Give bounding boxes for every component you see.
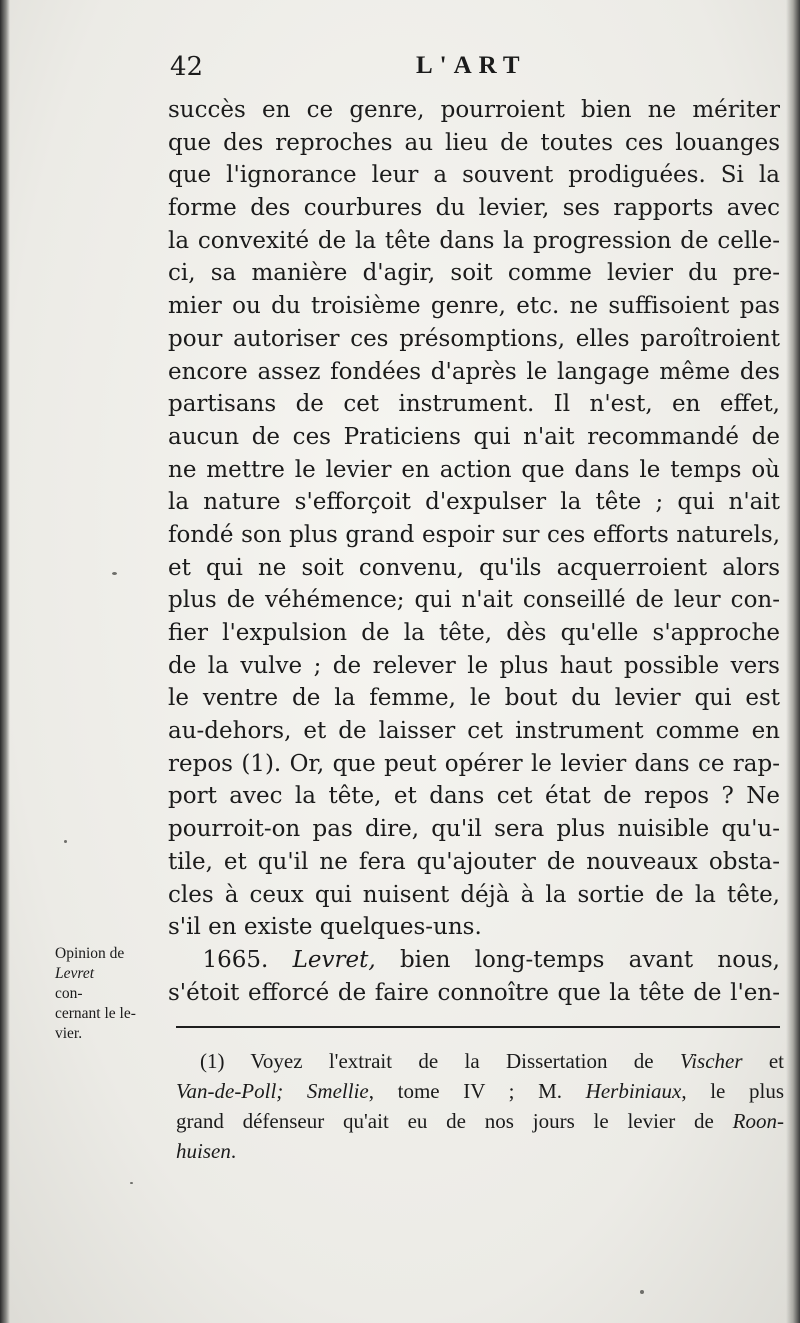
footnote-name: huisen [176,1139,231,1163]
footnote-name: Roon- [732,1109,784,1133]
body-line: mier ou du troisième genre, etc. ne suffisoient pas [168,293,780,320]
margin-note-line: Opinion de [55,945,125,962]
body-line: plus de véhémence; qui n'ait conseillé de leur con- [168,587,780,614]
body-line: port avec la tête, et dans cet état de repos ? Ne [168,783,780,810]
body-line: de la vulve ; de relever le plus haut possible vers [168,652,780,679]
body-line: cles à ceux qui nuisent déjà à la sortie de la tête, [168,881,780,908]
footnote-text: grand défenseur qu'ait eu de nos jours le levier de [176,1109,733,1133]
page-edge-left [0,0,10,1323]
footnote-line [176,1106,784,1136]
body-line: ne mettre le levier en action que dans le temps où [168,456,780,483]
running-head: L'ART [416,52,527,79]
margin-note-line: vier. [55,1025,83,1042]
footnote-line [176,1076,784,1106]
body-line: succès en ce genre, pourroient bien ne mériter [168,97,780,123]
body-line: ci, sa manière d'agir, soit comme levier du pre- [168,260,780,287]
section-second-line: s'étoit efforcé de faire connoître que la tête de l'en- [168,979,780,1006]
margin-note-text: con- [55,985,83,1002]
footnote-text: . [230,1139,237,1163]
margin-note-author: Levret [55,965,95,982]
body-line: le ventre de la femme, le bout du levier qui est [168,685,780,712]
body-line: forme des courbures du levier, ses rapports avec [168,195,780,222]
paper-speck [112,572,117,575]
footnote [176,1046,784,1166]
footnote-marker: (1) [200,1049,225,1073]
body-line: fondé son plus grand espoir sur ces efforts naturels, [168,521,780,548]
footnote-text: et [742,1049,784,1073]
footnote-text: , le plus [681,1079,784,1103]
body-text [168,94,780,1010]
paper-speck [64,840,67,843]
footnote-name: Vischer [679,1049,743,1073]
footnote-text: Voyez l'extrait de la Dissertation de [224,1049,680,1073]
body-line: pourroit-on pas dire, qu'il sera plus nuisible qu'u- [168,816,780,843]
section-line1-rest: bien long-temps avant nous, [399,946,780,973]
body-line: partisans de cet instrument. Il n'est, en effet, [168,391,780,418]
page-number: 42 [170,52,204,82]
body-line: encore assez fondées d'après le langage même des [168,358,780,385]
footnote-text: , tome IV ; M. [368,1079,586,1103]
section-first-line [168,944,780,977]
body-line: et qui ne soit convenu, qu'ils acquerroient alors [168,554,780,581]
margin-note-line [55,964,175,1004]
body-line: la nature s'efforçoit d'expulser la tête ; qui n'ait [168,489,780,516]
footnote-line [176,1046,784,1076]
body-line: repos (1). Or, que peut opérer le levier dans ce rap- [168,750,780,777]
section-number: 1665. [202,946,269,973]
paper-speck [640,1290,644,1294]
page-edge-right [786,0,800,1323]
footnote-line [176,1136,784,1166]
body-line: tile, et qu'il ne fera qu'ajouter de nouveaux obsta- [168,848,780,875]
body-line: aucun de ces Praticiens qui n'ait recommandé de [168,423,780,450]
paper-speck [130,1182,133,1184]
page-header [168,52,778,88]
footnote-rule [176,1026,780,1028]
body-line: s'il en existe quelques-uns. [168,914,482,941]
body-line: pour autoriser ces présomptions, elles paroîtroient [168,325,780,352]
margin-note [55,944,175,1044]
body-line: que l'ignorance leur a souvent prodiguées. Si la [168,162,780,189]
body-line: fier l'expulsion de la tête, dès qu'elle s'approche [168,620,780,646]
body-line: la convexité de la tête dans la progression de celle- [168,227,780,254]
section-author: Levret, [292,946,376,973]
footnote-name: Herbiniaux [585,1079,682,1103]
body-line: au-dehors, et de laisser cet instrument comme en [168,718,780,745]
margin-note-line: cernant le le- [55,1005,136,1022]
body-line: que des reproches au lieu de toutes ces louanges [168,129,780,156]
footnote-name: Van-de-Poll; Smellie [176,1079,369,1103]
